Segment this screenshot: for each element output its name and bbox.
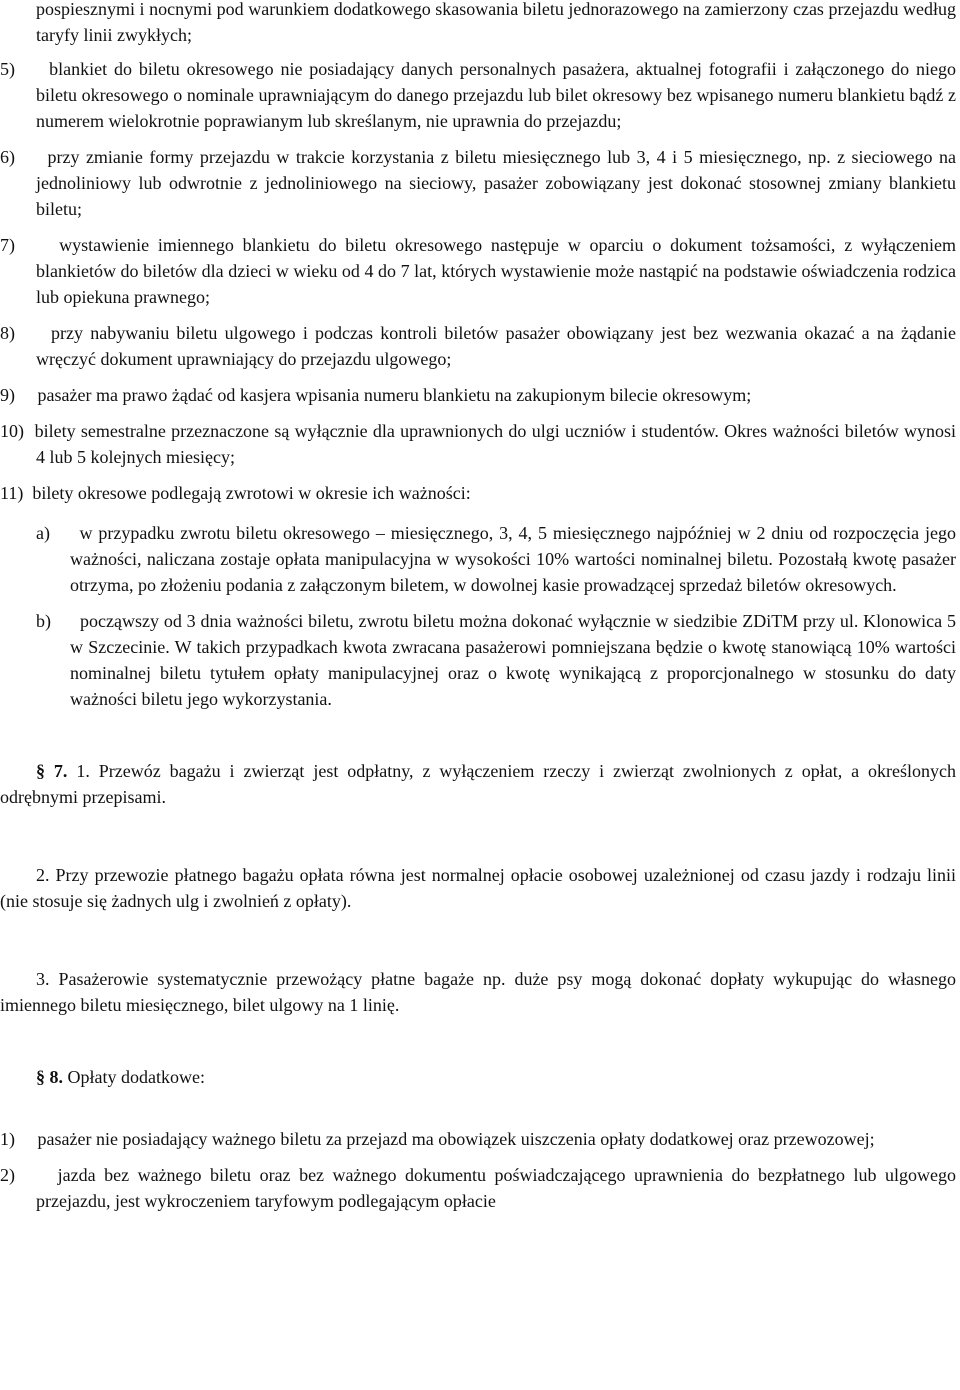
item-text: przy nabywaniu biletu ulgowego i podczas kontroli biletów pasażer obowiązany jest bez wezwania okazać a na żądanie wręczyć dokument uprawniający do przejazdu ulgowego;	[36, 323, 957, 369]
paragraph-text: 1. Przewóz bagażu i zwierząt jest odpłatny, z wyłączeniem rzeczy i zwierząt zwolnionych z opłat, a określonych odrębnymi przepisami.	[0, 761, 957, 807]
continuation-text: pospiesznymi i nocnymi pod warunkiem dodatkowego skasowania biletu jednorazowego na zamierzony czas przejazdu według taryfy linii zwykłych;	[36, 0, 956, 45]
item-text: bilety semestralne przeznaczone są wyłącznie dla uprawnionych do ulgi uczniów i studentów. Okres ważności biletów wynosi 4 lub 5 kolejnych miesięcy;	[34, 421, 957, 467]
item-number: 10)	[0, 421, 24, 441]
subitem-text: w przypadku zwrotu biletu okresowego – miesięcznego, 3, 4, 5 miesięcznego najpóźniej w 2 dniu od rozpoczęcia jego ważności, naliczana zostaje opłata manipulacyjna w wysokości 10% wartości nominalnej biletu. Pozostałą kwotę pasażer otrzyma, po złożeniu podania z załączonym biletem, w dowolnej kasie prowadzącej sprzedaż biletów okresowych.	[70, 523, 956, 595]
item-text: jazda bez ważnego biletu oraz bez ważnego dokumentu poświadczającego uprawnienia do bezpłatnego lub ulgowego przejazdu, jest wykroczeniem taryfowym podlegającym opłacie	[36, 1165, 956, 1211]
section-title: Opłaty dodatkowe:	[67, 1067, 205, 1087]
subitem-text: począwszy od 3 dnia ważności biletu, zwrotu biletu można dokonać wyłącznie w siedzibie ZDiTM przy ul. Klonowica 5 w Szczecinie. W takich przypadkach kwota zwracana pasażerowi pomniejszana będzie o kwotę stanowiącą 10% wartości nominalnej biletu tytułem opłaty manipulacyjnej oraz o kwotę wynikającą z proporcjonalnego w stosunku do daty ważności biletu jego wykorzystania.	[70, 611, 956, 709]
section-7	[0, 758, 956, 1018]
item-text: przy zmianie formy przejazdu w trakcie korzystania z biletu miesięcznego lub 3, 4 i 5 miesięcznego, np. z sieciowego na jednoliniowy lub odwrotnie z jednoliniowego na sieciowy, pasażer zobowiązany jest dokonać stosownej zmiany blankietu biletu;	[36, 147, 957, 219]
item-number: 8)	[0, 323, 15, 343]
list-item	[0, 144, 956, 222]
item-number: 7)	[0, 235, 15, 255]
item-number: 9)	[0, 385, 15, 405]
item-text: pasażer nie posiadający ważnego biletu za przejazd ma obowiązek uiszczenia opłaty dodatkowej oraz przewozowej;	[37, 1129, 875, 1149]
list-item	[0, 382, 956, 408]
sub-list-item	[0, 608, 956, 712]
sub-list-item	[0, 520, 956, 598]
item-text: wystawienie imiennego blankietu do biletu okresowego następuje w oparciu o dokument tożsamości, z wyłączeniem blankietów do biletów dla dzieci w wieku od 4 do 7 lat, których wystawienie może nastąpić na podstawie oświadczenia rodzica lub opiekuna prawnego;	[36, 235, 956, 307]
section-number: 8.	[49, 1067, 63, 1087]
subitem-letter: b)	[36, 611, 51, 631]
section-7-para-2: 2. Przy przewozie płatnego bagażu opłata równa jest normalnej opłacie osobowej uzależnionej od czasu jazdy i rodzaju linii (nie stosuje się żadnych ulg i zwolnień z opłaty).	[0, 865, 956, 911]
section-7-para-1	[0, 758, 956, 810]
list-item	[0, 1126, 956, 1152]
item-text: blankiet do biletu okresowego nie posiadający danych personalnych pasażera, aktualnej fotografii i załączonego do niego biletu okresowego o nominale uprawniającym do danego przejazdu lub bilet okresowy bez wpisanego numeru blankietu bądź z numerem wielokrotnie poprawianym lub skreślanym, nie uprawnia do przejazdu;	[36, 59, 957, 131]
section-number: 7.	[53, 761, 68, 781]
item-text: bilety okresowe podlegają zwrotowi w okresie ich ważności:	[32, 483, 471, 503]
section-8-heading	[0, 1064, 956, 1090]
item-number: 11)	[0, 483, 24, 503]
list-item	[0, 232, 956, 310]
list-item	[0, 480, 956, 506]
subitem-list	[0, 520, 956, 712]
section-mark: §	[36, 1067, 45, 1087]
list-item	[0, 1162, 956, 1214]
item-number: 2)	[0, 1165, 15, 1185]
list-item	[0, 56, 956, 134]
section-8	[0, 1064, 956, 1214]
item-number: 6)	[0, 147, 15, 167]
section-7-para-3: 3. Pasażerowie systematycznie przewożący płatne bagaże np. duże psy mogą dokonać dopłaty wykupując do własnego imiennego biletu miesięcznego, bilet ulgowy na 1 linię.	[0, 969, 956, 1015]
item-list	[0, 56, 956, 506]
section-mark: §	[36, 761, 45, 781]
subitem-letter: a)	[36, 523, 50, 543]
list-item	[0, 320, 956, 372]
item-number: 5)	[0, 59, 15, 79]
list-item	[0, 418, 956, 470]
item-number: 1)	[0, 1129, 15, 1149]
item-text: pasażer ma prawo żądać od kasjera wpisania numeru blankietu na zakupionym bilecie okresowym;	[37, 385, 752, 405]
